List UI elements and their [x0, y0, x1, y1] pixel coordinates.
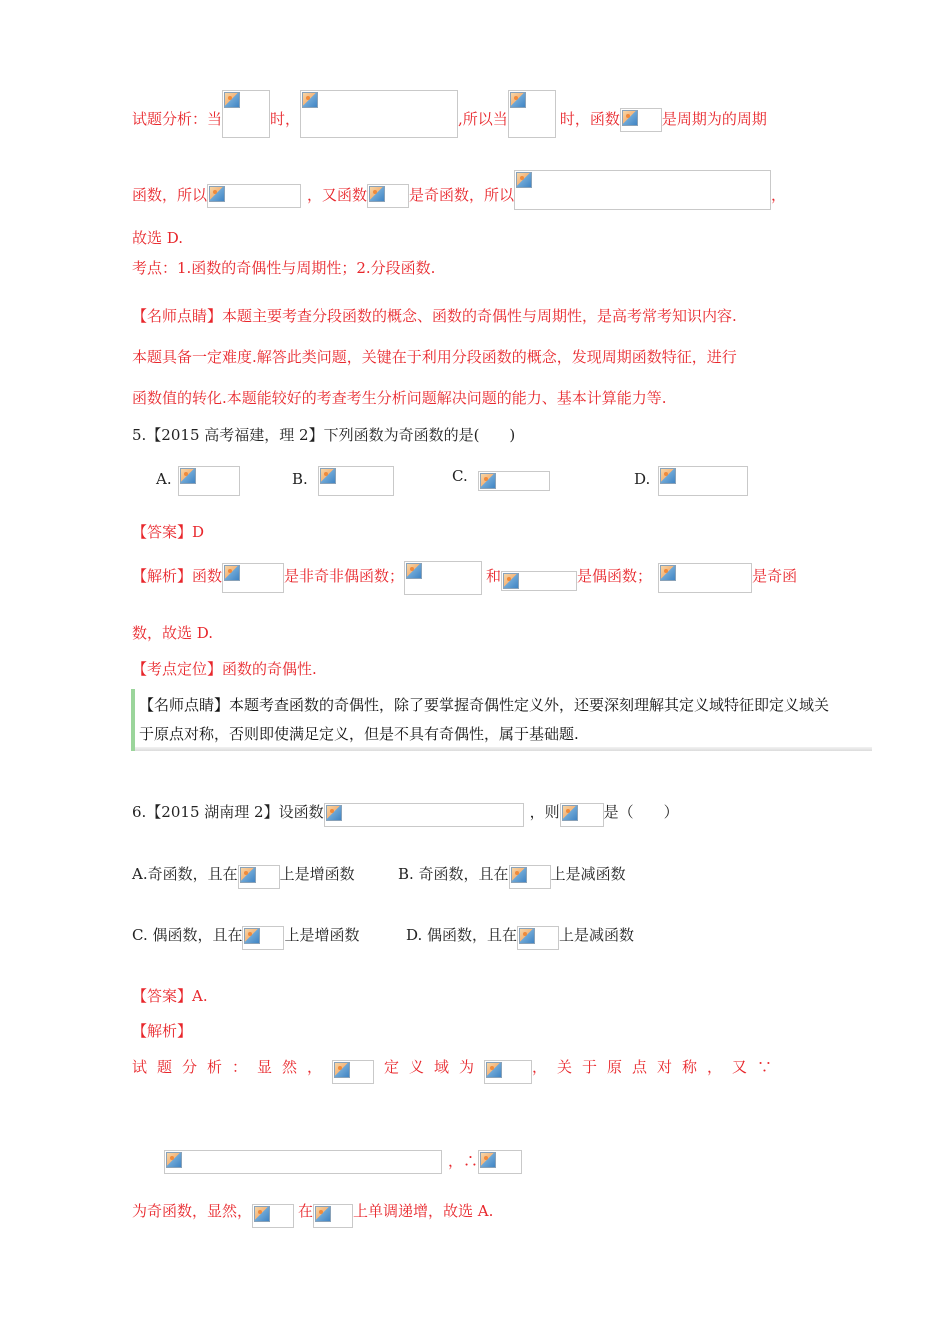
q5-analysis-line-2: 数，故选 D. [132, 624, 214, 642]
formula-image-icon [207, 184, 301, 208]
formula-image-icon [478, 471, 550, 491]
formula-image-icon [222, 563, 284, 593]
text: ，∴ [448, 1152, 479, 1170]
text: 上是减函数 [550, 865, 626, 883]
formula-image-icon [222, 90, 270, 138]
mingshi-line-2: 本题具备一定难度.解答此类问题，关键在于利用分段函数的概念，发现周期函数特征，进行 [132, 348, 737, 366]
mingshi-line-3: 函数值的转化.本题能较好的考查考生分析问题解决问题的能力、基本计算能力等. [132, 389, 667, 407]
text: 和 [486, 567, 502, 585]
text: 6.【2015 湖南理 2】设函数 [132, 803, 324, 821]
formula-image-icon [300, 90, 458, 138]
formula-image-icon [242, 926, 284, 950]
text: 是周期为的周期 [661, 110, 767, 128]
text: 是奇函数，所以 [409, 186, 515, 204]
text: 上单调递增，故选 A. [353, 1202, 494, 1220]
text: 试题分析：当 [132, 110, 223, 128]
text: 是非奇非偶函数； [284, 567, 405, 585]
mingshi-box [131, 689, 872, 751]
formula-image-icon [238, 865, 280, 889]
q6-option-d [406, 925, 634, 950]
text: 时，函数 [559, 110, 620, 128]
formula-image-icon [313, 1204, 353, 1228]
option-d-label: D. [634, 470, 651, 488]
q5-option-b [292, 466, 394, 496]
formula-image-icon [658, 563, 752, 593]
text: B. 奇函数，且在 [398, 865, 509, 883]
text: ，关于原点对称，又∵ [532, 1058, 783, 1076]
q5-option-d [634, 466, 748, 496]
mingshi-box-line-1: 【名师点睛】本题考查函数的奇偶性，除了要掌握奇偶性定义外，还要深刻理解其定义域特征即定义域关 [139, 696, 830, 714]
formula-image-icon [508, 90, 556, 138]
formula-image-icon [324, 803, 524, 827]
text: ，又函数 [307, 186, 368, 204]
text: 上是增函数 [279, 865, 355, 883]
mingshi-line-1: 【名师点睛】本题主要考查分段函数的概念、函数的奇偶性与周期性，是高考常考知识内容. [132, 307, 737, 325]
formula-image-icon [478, 1150, 522, 1174]
text: ， [771, 186, 787, 204]
q6-solution-line-1 [132, 1057, 782, 1084]
formula-image-icon [560, 803, 604, 827]
option-b-label: B. [292, 470, 308, 488]
conclusion-text: 故选 D. [132, 229, 184, 247]
q5-option-c [452, 466, 550, 491]
text: C. 偶函数，且在 [132, 926, 243, 944]
q6-solution-line-2 [164, 1150, 522, 1174]
formula-image-icon [484, 1060, 532, 1084]
formula-image-icon [164, 1150, 442, 1174]
text: 试题分析：显然， [132, 1058, 333, 1076]
q6-option-a [132, 864, 355, 889]
formula-image-icon [620, 108, 662, 132]
text: 上是减函数 [559, 926, 635, 944]
formula-image-icon [252, 1204, 294, 1228]
formula-image-icon [658, 466, 748, 496]
q6-option-b [398, 864, 626, 889]
formula-image-icon [332, 1060, 374, 1084]
q6-answer: 【答案】A. [132, 987, 208, 1005]
q6-solution-line-3 [132, 1201, 493, 1228]
formula-image-icon [178, 466, 240, 496]
mingshi-box-line-2: 于原点对称，否则即使满足定义，但是不具有奇偶性，属于基础题. [139, 725, 579, 743]
text: 时， [270, 110, 301, 128]
text: 定义域为 [384, 1058, 485, 1076]
kaodian-text: 考点：1.函数的奇偶性与周期性；2.分段函数. [132, 259, 436, 277]
option-c-label: C. [452, 467, 468, 485]
q5-title: 5.【2015 高考福建，理 2】下列函数为奇函数的是( ) [132, 426, 516, 444]
analysis-line-1 [132, 90, 767, 138]
q5-options [156, 466, 240, 496]
q6-title [132, 802, 679, 827]
q5-kaodian: 【考点定位】函数的奇偶性. [132, 660, 317, 678]
formula-image-icon [404, 561, 482, 595]
q5-analysis-line-1 [132, 561, 797, 595]
formula-image-icon [509, 865, 551, 889]
text: 【解析】函数 [132, 567, 223, 585]
text: 为奇函数，显然， [132, 1202, 253, 1220]
q5-answer: 【答案】D [132, 523, 205, 541]
q6-jiexi: 【解析】 [132, 1022, 193, 1040]
text: ,所以当 [458, 110, 508, 128]
q6-option-c [132, 925, 360, 950]
formula-image-icon [514, 170, 771, 210]
formula-image-icon [517, 926, 559, 950]
text: 上是增函数 [284, 926, 360, 944]
text: 是偶函数； [577, 567, 653, 585]
box-shadow [135, 747, 872, 751]
formula-image-icon [367, 184, 409, 208]
option-a-label: A. [156, 470, 172, 488]
text: D. 偶函数，且在 [406, 926, 518, 944]
formula-image-icon [501, 571, 577, 591]
text: A.奇函数，且在 [132, 865, 238, 883]
text: 是（ ） [603, 803, 679, 821]
text: 函数，所以 [132, 186, 208, 204]
text: 在 [298, 1202, 314, 1220]
text: ，则 [529, 803, 560, 821]
analysis-line-2 [132, 170, 786, 210]
text: 是奇函 [752, 567, 798, 585]
formula-image-icon [318, 466, 394, 496]
